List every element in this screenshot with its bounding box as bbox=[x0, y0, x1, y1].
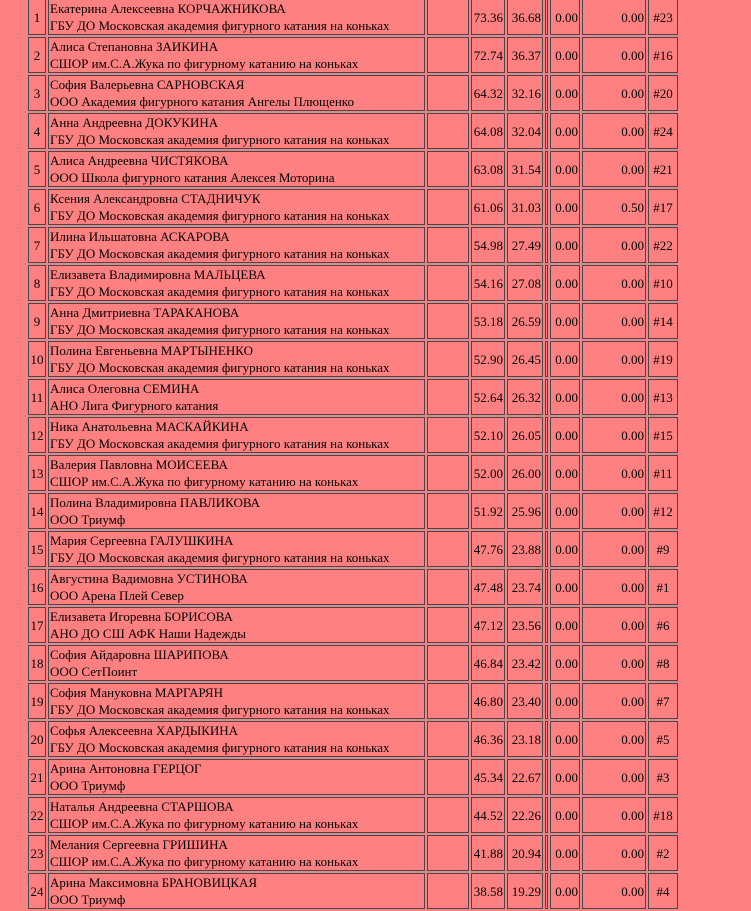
empty-cell bbox=[427, 873, 469, 909]
skater-cell bbox=[48, 303, 425, 339]
skater-name: Анна Дмитриевна ТАРАКАНОВА bbox=[50, 305, 240, 320]
spacer-cell bbox=[545, 759, 548, 795]
skater-club: СШОР им.С.А.Жука по фигурному катанию на коньках bbox=[50, 854, 359, 869]
place-cell: 8 bbox=[28, 265, 46, 301]
half-score-cell: 23.74 bbox=[507, 569, 543, 605]
score-cell: 54.98 bbox=[471, 227, 505, 263]
skater-club: ГБУ ДО Московская академия фигурного катания на коньках bbox=[50, 284, 390, 299]
results-table bbox=[26, 0, 680, 911]
skater-cell bbox=[48, 151, 425, 187]
empty-cell bbox=[427, 417, 469, 453]
table-row bbox=[28, 873, 678, 909]
results-table-wrapper bbox=[26, 0, 680, 911]
skater-cell bbox=[48, 75, 425, 111]
skater-cell bbox=[48, 379, 425, 415]
empty-cell bbox=[427, 645, 469, 681]
start-number-cell: #20 bbox=[648, 75, 678, 111]
skater-club: ООО Школа фигурного катания Алексея Моторина bbox=[50, 170, 335, 185]
half-score-cell: 23.56 bbox=[507, 607, 543, 643]
skater-name: Ксения Александровна СТАДНИЧУК bbox=[50, 191, 261, 206]
place-cell: 17 bbox=[28, 607, 46, 643]
start-number-cell: #19 bbox=[648, 341, 678, 377]
skater-name: Полина Евгеньевна МАРТЫНЕНКО bbox=[50, 343, 253, 358]
skater-name: Илина Ильшатовна АСКАРОВА bbox=[50, 229, 230, 244]
place-cell: 22 bbox=[28, 797, 46, 833]
table-row bbox=[28, 303, 678, 339]
bonus-cell: 0.00 bbox=[582, 455, 646, 491]
empty-cell bbox=[427, 569, 469, 605]
half-score-cell: 23.40 bbox=[507, 683, 543, 719]
bonus-cell: 0.00 bbox=[582, 873, 646, 909]
skater-cell bbox=[48, 873, 425, 909]
start-number-cell: #21 bbox=[648, 151, 678, 187]
skater-name: Полина Владимировна ПАВЛИКОВА bbox=[50, 495, 261, 510]
empty-cell bbox=[427, 303, 469, 339]
start-number-cell: #6 bbox=[648, 607, 678, 643]
empty-cell bbox=[427, 493, 469, 529]
start-number-cell: #15 bbox=[648, 417, 678, 453]
table-row bbox=[28, 379, 678, 415]
spacer-cell bbox=[545, 379, 548, 415]
start-number-cell: #2 bbox=[648, 835, 678, 871]
deduction-cell: 0.00 bbox=[550, 227, 580, 263]
empty-cell bbox=[427, 113, 469, 149]
start-number-cell: #24 bbox=[648, 113, 678, 149]
bonus-cell: 0.00 bbox=[582, 493, 646, 529]
empty-cell bbox=[427, 835, 469, 871]
skater-club: ООО Академия фигурного катания Ангелы Плющенко bbox=[50, 94, 354, 109]
skater-club: ГБУ ДО Московская академия фигурного катания на коньках bbox=[50, 550, 390, 565]
score-cell: 52.64 bbox=[471, 379, 505, 415]
empty-cell bbox=[427, 37, 469, 73]
bonus-cell: 0.00 bbox=[582, 151, 646, 187]
table-row bbox=[28, 493, 678, 529]
skater-name: Алиса Олеговна СЕМИНА bbox=[50, 381, 200, 396]
bonus-cell: 0.00 bbox=[582, 303, 646, 339]
empty-cell bbox=[427, 379, 469, 415]
spacer-cell bbox=[545, 189, 548, 225]
skater-name: Арина Максимовна БРАНОВИЦКАЯ bbox=[50, 875, 258, 890]
place-cell: 10 bbox=[28, 341, 46, 377]
empty-cell bbox=[427, 797, 469, 833]
skater-name: Мелания Сергеевна ГРИШИНА bbox=[50, 837, 228, 852]
deduction-cell: 0.00 bbox=[550, 417, 580, 453]
score-cell: 46.36 bbox=[471, 721, 505, 757]
skater-name: Наталья Андреевна СТАРШОВА bbox=[50, 799, 234, 814]
skater-name: Алиса Андреевна ЧИСТЯКОВА bbox=[50, 153, 229, 168]
skater-cell bbox=[48, 265, 425, 301]
half-score-cell: 22.67 bbox=[507, 759, 543, 795]
empty-cell bbox=[427, 189, 469, 225]
skater-club: СШОР им.С.А.Жука по фигурному катанию на коньках bbox=[50, 816, 359, 831]
place-cell: 4 bbox=[28, 113, 46, 149]
score-cell: 53.18 bbox=[471, 303, 505, 339]
bonus-cell: 0.00 bbox=[582, 37, 646, 73]
table-row bbox=[28, 151, 678, 187]
spacer-cell bbox=[545, 607, 548, 643]
place-cell: 5 bbox=[28, 151, 46, 187]
place-cell: 2 bbox=[28, 37, 46, 73]
deduction-cell: 0.00 bbox=[550, 873, 580, 909]
bonus-cell: 0.00 bbox=[582, 569, 646, 605]
start-number-cell: #13 bbox=[648, 379, 678, 415]
table-row bbox=[28, 113, 678, 149]
start-number-cell: #4 bbox=[648, 873, 678, 909]
deduction-cell: 0.00 bbox=[550, 721, 580, 757]
place-cell: 14 bbox=[28, 493, 46, 529]
spacer-cell bbox=[545, 303, 548, 339]
skater-cell bbox=[48, 759, 425, 795]
table-row bbox=[28, 417, 678, 453]
spacer-cell bbox=[545, 569, 548, 605]
spacer-cell bbox=[545, 151, 548, 187]
table-row bbox=[28, 797, 678, 833]
start-number-cell: #14 bbox=[648, 303, 678, 339]
spacer-cell bbox=[545, 113, 548, 149]
skater-cell bbox=[48, 721, 425, 757]
half-score-cell: 31.54 bbox=[507, 151, 543, 187]
start-number-cell: #5 bbox=[648, 721, 678, 757]
half-score-cell: 19.29 bbox=[507, 873, 543, 909]
score-cell: 46.84 bbox=[471, 645, 505, 681]
table-row bbox=[28, 645, 678, 681]
bonus-cell: 0.00 bbox=[582, 797, 646, 833]
bonus-cell: 0.00 bbox=[582, 645, 646, 681]
start-number-cell: #10 bbox=[648, 265, 678, 301]
place-cell: 18 bbox=[28, 645, 46, 681]
table-row bbox=[28, 189, 678, 225]
skater-name: Ника Анатольевна МАСКАЙКИНА bbox=[50, 419, 249, 434]
start-number-cell: #12 bbox=[648, 493, 678, 529]
skater-cell bbox=[48, 227, 425, 263]
skater-club: ГБУ ДО Московская академия фигурного катания на коньках bbox=[50, 132, 390, 147]
skater-name: Елизавета Владимировна МАЛЬЦЕВА bbox=[50, 267, 266, 282]
score-cell: 61.06 bbox=[471, 189, 505, 225]
table-row bbox=[28, 227, 678, 263]
skater-club: СШОР им.С.А.Жука по фигурному катанию на коньках bbox=[50, 56, 359, 71]
skater-club: ГБУ ДО Московская академия фигурного катания на коньках bbox=[50, 322, 390, 337]
deduction-cell: 0.00 bbox=[550, 607, 580, 643]
bonus-cell: 0.00 bbox=[582, 531, 646, 567]
place-cell: 20 bbox=[28, 721, 46, 757]
half-score-cell: 32.04 bbox=[507, 113, 543, 149]
table-row bbox=[28, 455, 678, 491]
skater-name: Елизавета Игоревна БОРИСОВА bbox=[50, 609, 233, 624]
table-row bbox=[28, 265, 678, 301]
score-cell: 72.74 bbox=[471, 37, 505, 73]
spacer-cell bbox=[545, 0, 548, 35]
half-score-cell: 26.00 bbox=[507, 455, 543, 491]
skater-name: София Айдаровна ШАРИПОВА bbox=[50, 647, 229, 662]
half-score-cell: 26.32 bbox=[507, 379, 543, 415]
skater-cell bbox=[48, 645, 425, 681]
half-score-cell: 20.94 bbox=[507, 835, 543, 871]
half-score-cell: 36.68 bbox=[507, 0, 543, 35]
deduction-cell: 0.00 bbox=[550, 759, 580, 795]
bonus-cell: 0.00 bbox=[582, 75, 646, 111]
spacer-cell bbox=[545, 797, 548, 833]
table-row bbox=[28, 607, 678, 643]
empty-cell bbox=[427, 759, 469, 795]
start-number-cell: #17 bbox=[648, 189, 678, 225]
score-cell: 73.36 bbox=[471, 0, 505, 35]
deduction-cell: 0.00 bbox=[550, 113, 580, 149]
table-row bbox=[28, 37, 678, 73]
empty-cell bbox=[427, 455, 469, 491]
half-score-cell: 25.96 bbox=[507, 493, 543, 529]
bonus-cell: 0.00 bbox=[582, 607, 646, 643]
bonus-cell: 0.00 bbox=[582, 113, 646, 149]
empty-cell bbox=[427, 607, 469, 643]
table-row bbox=[28, 683, 678, 719]
place-cell: 6 bbox=[28, 189, 46, 225]
score-cell: 54.16 bbox=[471, 265, 505, 301]
skater-club: ГБУ ДО Московская академия фигурного катания на коньках bbox=[50, 208, 390, 223]
score-cell: 51.92 bbox=[471, 493, 505, 529]
spacer-cell bbox=[545, 455, 548, 491]
place-cell: 9 bbox=[28, 303, 46, 339]
deduction-cell: 0.00 bbox=[550, 151, 580, 187]
skater-club: ООО Триумф bbox=[50, 778, 126, 793]
score-cell: 44.52 bbox=[471, 797, 505, 833]
empty-cell bbox=[427, 75, 469, 111]
skater-club: ГБУ ДО Московская академия фигурного катания на коньках bbox=[50, 360, 390, 375]
score-cell: 46.80 bbox=[471, 683, 505, 719]
deduction-cell: 0.00 bbox=[550, 569, 580, 605]
deduction-cell: 0.00 bbox=[550, 645, 580, 681]
half-score-cell: 23.88 bbox=[507, 531, 543, 567]
empty-cell bbox=[427, 683, 469, 719]
half-score-cell: 23.42 bbox=[507, 645, 543, 681]
score-cell: 41.88 bbox=[471, 835, 505, 871]
skater-club: ООО СетПоинт bbox=[50, 664, 138, 679]
score-cell: 47.12 bbox=[471, 607, 505, 643]
half-score-cell: 32.16 bbox=[507, 75, 543, 111]
score-cell: 47.48 bbox=[471, 569, 505, 605]
skater-club: СШОР им.С.А.Жука по фигурному катанию на коньках bbox=[50, 474, 359, 489]
score-cell: 38.58 bbox=[471, 873, 505, 909]
spacer-cell bbox=[545, 645, 548, 681]
half-score-cell: 26.45 bbox=[507, 341, 543, 377]
skater-cell bbox=[48, 531, 425, 567]
score-cell: 64.08 bbox=[471, 113, 505, 149]
empty-cell bbox=[427, 0, 469, 35]
skater-name: Валерия Павловна МОИСЕЕВА bbox=[50, 457, 228, 472]
place-cell: 3 bbox=[28, 75, 46, 111]
skater-cell bbox=[48, 493, 425, 529]
spacer-cell bbox=[545, 75, 548, 111]
half-score-cell: 26.05 bbox=[507, 417, 543, 453]
spacer-cell bbox=[545, 341, 548, 377]
deduction-cell: 0.00 bbox=[550, 835, 580, 871]
empty-cell bbox=[427, 531, 469, 567]
deduction-cell: 0.00 bbox=[550, 531, 580, 567]
deduction-cell: 0.00 bbox=[550, 455, 580, 491]
deduction-cell: 0.00 bbox=[550, 37, 580, 73]
spacer-cell bbox=[545, 721, 548, 757]
half-score-cell: 31.03 bbox=[507, 189, 543, 225]
half-score-cell: 22.26 bbox=[507, 797, 543, 833]
table-row bbox=[28, 569, 678, 605]
table-row bbox=[28, 835, 678, 871]
skater-club: ООО Триумф bbox=[50, 892, 126, 907]
skater-name: София Мануковна МАРГАРЯН bbox=[50, 685, 223, 700]
deduction-cell: 0.00 bbox=[550, 379, 580, 415]
skater-name: Арина Антоновна ГЕРЦОГ bbox=[50, 761, 202, 776]
spacer-cell bbox=[545, 265, 548, 301]
deduction-cell: 0.00 bbox=[550, 189, 580, 225]
spacer-cell bbox=[545, 493, 548, 529]
table-row bbox=[28, 531, 678, 567]
skater-cell bbox=[48, 417, 425, 453]
start-number-cell: #11 bbox=[648, 455, 678, 491]
spacer-cell bbox=[545, 835, 548, 871]
skater-cell bbox=[48, 455, 425, 491]
score-cell: 52.90 bbox=[471, 341, 505, 377]
skater-name: Алиса Степановна ЗАИКИНА bbox=[50, 39, 219, 54]
skater-club: ООО Арена Плей Север bbox=[50, 588, 184, 603]
half-score-cell: 26.59 bbox=[507, 303, 543, 339]
start-number-cell: #7 bbox=[648, 683, 678, 719]
empty-cell bbox=[427, 227, 469, 263]
skater-club: ГБУ ДО Московская академия фигурного катания на коньках bbox=[50, 436, 390, 451]
bonus-cell: 0.00 bbox=[582, 265, 646, 301]
skater-club: ГБУ ДО Московская академия фигурного катания на коньках bbox=[50, 246, 390, 261]
skater-cell bbox=[48, 0, 425, 35]
score-cell: 52.00 bbox=[471, 455, 505, 491]
place-cell: 12 bbox=[28, 417, 46, 453]
empty-cell bbox=[427, 721, 469, 757]
place-cell: 11 bbox=[28, 379, 46, 415]
start-number-cell: #22 bbox=[648, 227, 678, 263]
deduction-cell: 0.00 bbox=[550, 797, 580, 833]
skater-cell bbox=[48, 607, 425, 643]
start-number-cell: #8 bbox=[648, 645, 678, 681]
empty-cell bbox=[427, 265, 469, 301]
score-cell: 45.34 bbox=[471, 759, 505, 795]
skater-name: София Валерьевна САРНОВСКАЯ bbox=[50, 77, 245, 92]
skater-club: АНО ДО СШ АФК Наши Надежды bbox=[50, 626, 246, 641]
spacer-cell bbox=[545, 873, 548, 909]
empty-cell bbox=[427, 151, 469, 187]
start-number-cell: #18 bbox=[648, 797, 678, 833]
place-cell: 16 bbox=[28, 569, 46, 605]
score-cell: 47.76 bbox=[471, 531, 505, 567]
bonus-cell: 0.00 bbox=[582, 227, 646, 263]
results-table-body bbox=[28, 0, 678, 909]
place-cell: 15 bbox=[28, 531, 46, 567]
skater-name: Анна Андреевна ДОКУКИНА bbox=[50, 115, 219, 130]
skater-name: Софья Алексеевна ХАРДЫКИНА bbox=[50, 723, 239, 738]
deduction-cell: 0.00 bbox=[550, 0, 580, 35]
bonus-cell: 0.00 bbox=[582, 759, 646, 795]
table-row bbox=[28, 721, 678, 757]
skater-club: ООО Триумф bbox=[50, 512, 126, 527]
bonus-cell: 0.00 bbox=[582, 0, 646, 35]
skater-name: Августина Вадимовна УСТИНОВА bbox=[50, 571, 248, 586]
deduction-cell: 0.00 bbox=[550, 75, 580, 111]
skater-cell bbox=[48, 683, 425, 719]
skater-cell bbox=[48, 341, 425, 377]
deduction-cell: 0.00 bbox=[550, 265, 580, 301]
bonus-cell: 0.00 bbox=[582, 683, 646, 719]
skater-cell bbox=[48, 113, 425, 149]
start-number-cell: #1 bbox=[648, 569, 678, 605]
table-row bbox=[28, 759, 678, 795]
half-score-cell: 36.37 bbox=[507, 37, 543, 73]
empty-cell bbox=[427, 341, 469, 377]
spacer-cell bbox=[545, 37, 548, 73]
bonus-cell: 0.50 bbox=[582, 189, 646, 225]
start-number-cell: #23 bbox=[648, 0, 678, 35]
start-number-cell: #3 bbox=[648, 759, 678, 795]
skater-cell bbox=[48, 189, 425, 225]
place-cell: 19 bbox=[28, 683, 46, 719]
bonus-cell: 0.00 bbox=[582, 379, 646, 415]
spacer-cell bbox=[545, 417, 548, 453]
table-row bbox=[28, 0, 678, 35]
score-cell: 52.10 bbox=[471, 417, 505, 453]
bonus-cell: 0.00 bbox=[582, 417, 646, 453]
skater-cell bbox=[48, 37, 425, 73]
start-number-cell: #9 bbox=[648, 531, 678, 567]
place-cell: 1 bbox=[28, 0, 46, 35]
bonus-cell: 0.00 bbox=[582, 341, 646, 377]
start-number-cell: #16 bbox=[648, 37, 678, 73]
score-cell: 64.32 bbox=[471, 75, 505, 111]
half-score-cell: 27.49 bbox=[507, 227, 543, 263]
place-cell: 7 bbox=[28, 227, 46, 263]
skater-club: ГБУ ДО Московская академия фигурного катания на коньках bbox=[50, 702, 390, 717]
score-cell: 63.08 bbox=[471, 151, 505, 187]
place-cell: 24 bbox=[28, 873, 46, 909]
place-cell: 13 bbox=[28, 455, 46, 491]
deduction-cell: 0.00 bbox=[550, 303, 580, 339]
skater-name: Екатерина Алексеевна КОРЧАЖНИКОВА bbox=[50, 1, 286, 16]
spacer-cell bbox=[545, 683, 548, 719]
deduction-cell: 0.00 bbox=[550, 341, 580, 377]
skater-cell bbox=[48, 835, 425, 871]
spacer-cell bbox=[545, 531, 548, 567]
skater-club: АНО Лига Фигурного катания bbox=[50, 398, 219, 413]
place-cell: 21 bbox=[28, 759, 46, 795]
skater-club: ГБУ ДО Московская академия фигурного катания на коньках bbox=[50, 18, 390, 33]
bonus-cell: 0.00 bbox=[582, 835, 646, 871]
skater-cell bbox=[48, 797, 425, 833]
half-score-cell: 27.08 bbox=[507, 265, 543, 301]
bonus-cell: 0.00 bbox=[582, 721, 646, 757]
table-row bbox=[28, 341, 678, 377]
deduction-cell: 0.00 bbox=[550, 493, 580, 529]
place-cell: 23 bbox=[28, 835, 46, 871]
spacer-cell bbox=[545, 227, 548, 263]
half-score-cell: 23.18 bbox=[507, 721, 543, 757]
skater-club: ГБУ ДО Московская академия фигурного катания на коньках bbox=[50, 740, 390, 755]
table-row bbox=[28, 75, 678, 111]
skater-cell bbox=[48, 569, 425, 605]
deduction-cell: 0.00 bbox=[550, 683, 580, 719]
skater-name: Мария Сергеевна ГАЛУШКИНА bbox=[50, 533, 234, 548]
